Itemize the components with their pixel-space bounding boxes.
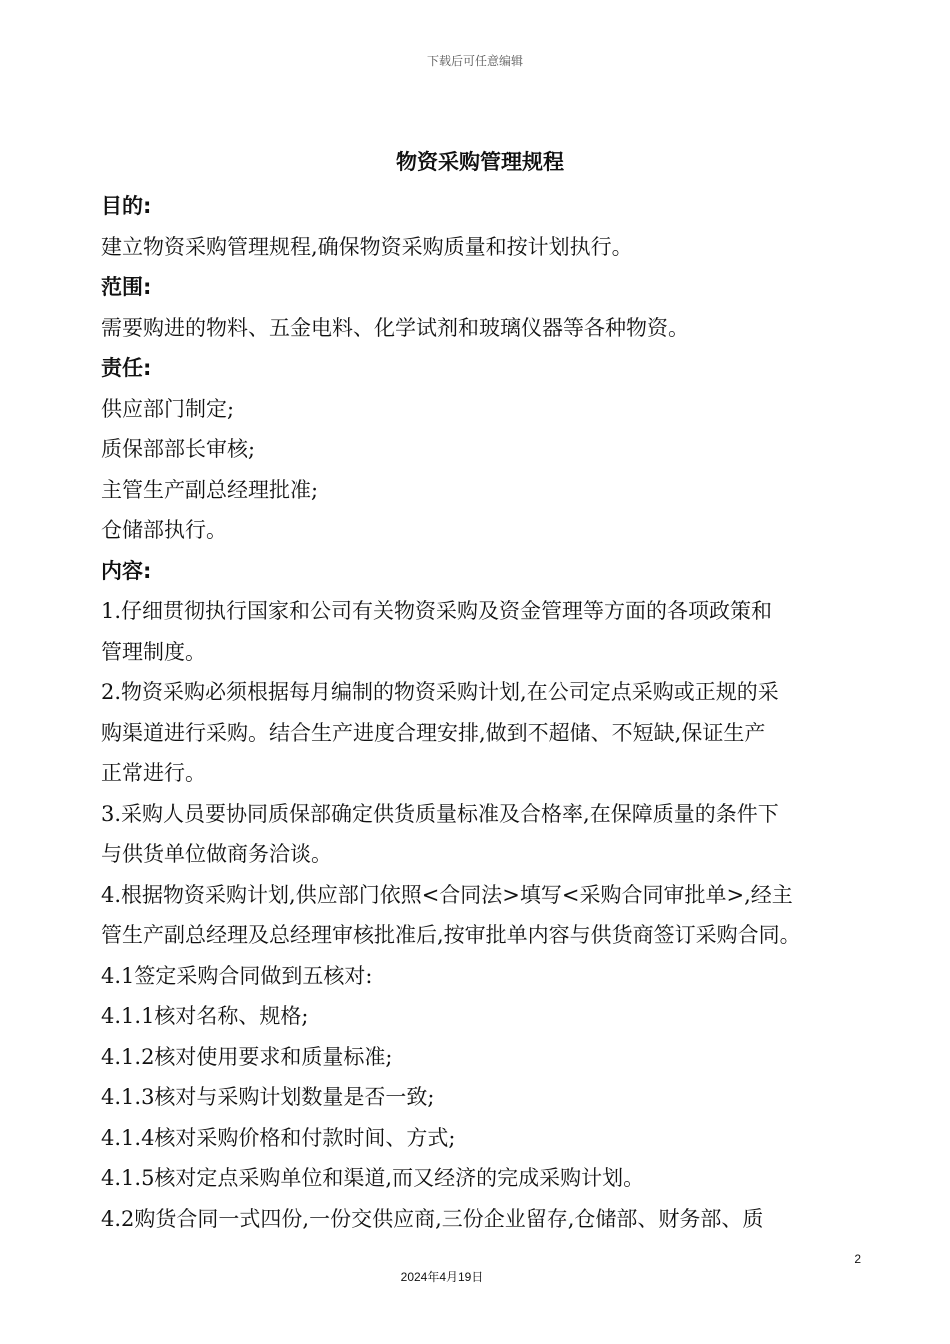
- section-heading: 范围:: [101, 275, 152, 299]
- document-title: 物资采购管理规程: [396, 150, 564, 174]
- page-header: 下载后可任意编辑: [426, 54, 523, 68]
- body-line: 3.采购人员要协同质保部确定供货质量标准及合格率,在保障质量的条件下: [101, 801, 779, 826]
- section-heading: 目的:: [101, 194, 152, 218]
- body-line: 1.仔细贯彻执行国家和公司有关物资采购及资金管理等方面的各项政策和: [101, 599, 773, 623]
- body-line: 购渠道进行采购。结合生产进度合理安排,做到不超储、不短缺,保证生产: [101, 720, 766, 745]
- document-body: [101, 186, 866, 1239]
- body-line: 主管生产副总经理批准;: [101, 477, 319, 502]
- body-line: 4.1.1核对名称、规格;: [101, 1004, 309, 1028]
- body-line: 2.物资采购必须根据每月编制的物资采购计划,在公司定点采购或正规的采: [101, 680, 779, 704]
- footer-date: 2024年4月19日: [400, 1270, 484, 1284]
- body-line: 建立物资采购管理规程,确保物资采购质量和按计划执行。: [101, 234, 633, 259]
- body-line: 质保部部长审核;: [101, 437, 256, 461]
- page-number: 2: [854, 1252, 861, 1266]
- body-line: 4.1.3核对与采购计划数量是否一致;: [101, 1085, 435, 1109]
- body-line: 供应部门制定;: [101, 396, 235, 421]
- body-line: 4.根据物资采购计划,供应部门依照<合同法>填写<采购合同审批单>,经主: [101, 882, 793, 907]
- body-line: 4.1.5核对定点采购单位和渠道,而又经济的完成采购计划。: [101, 1166, 645, 1190]
- body-line: 仓储部执行。: [101, 518, 227, 542]
- body-line: 需要购进的物料、五金电料、化学试剂和玻璃仪器等各种物资。: [101, 315, 689, 340]
- body-line: 正常进行。: [101, 761, 206, 785]
- body-line: 管理制度。: [101, 639, 206, 664]
- body-line: 4.2购货合同一式四份,一份交供应商,三份企业留存,仓储部、财务部、质: [101, 1206, 764, 1231]
- body-line: 4.1.4核对采购价格和付款时间、方式;: [101, 1125, 456, 1150]
- section-heading: 内容:: [101, 558, 152, 583]
- body-line: 与供货单位做商务洽谈。: [101, 842, 332, 866]
- body-line: 管生产副总经理及总经理审核批准后,按审批单内容与供货商签订采购合同。: [101, 923, 801, 947]
- section-heading: 责任:: [101, 356, 152, 380]
- body-line: 4.1.2核对使用要求和质量标准;: [101, 1044, 393, 1069]
- body-line: 4.1签定采购合同做到五核对:: [101, 963, 373, 988]
